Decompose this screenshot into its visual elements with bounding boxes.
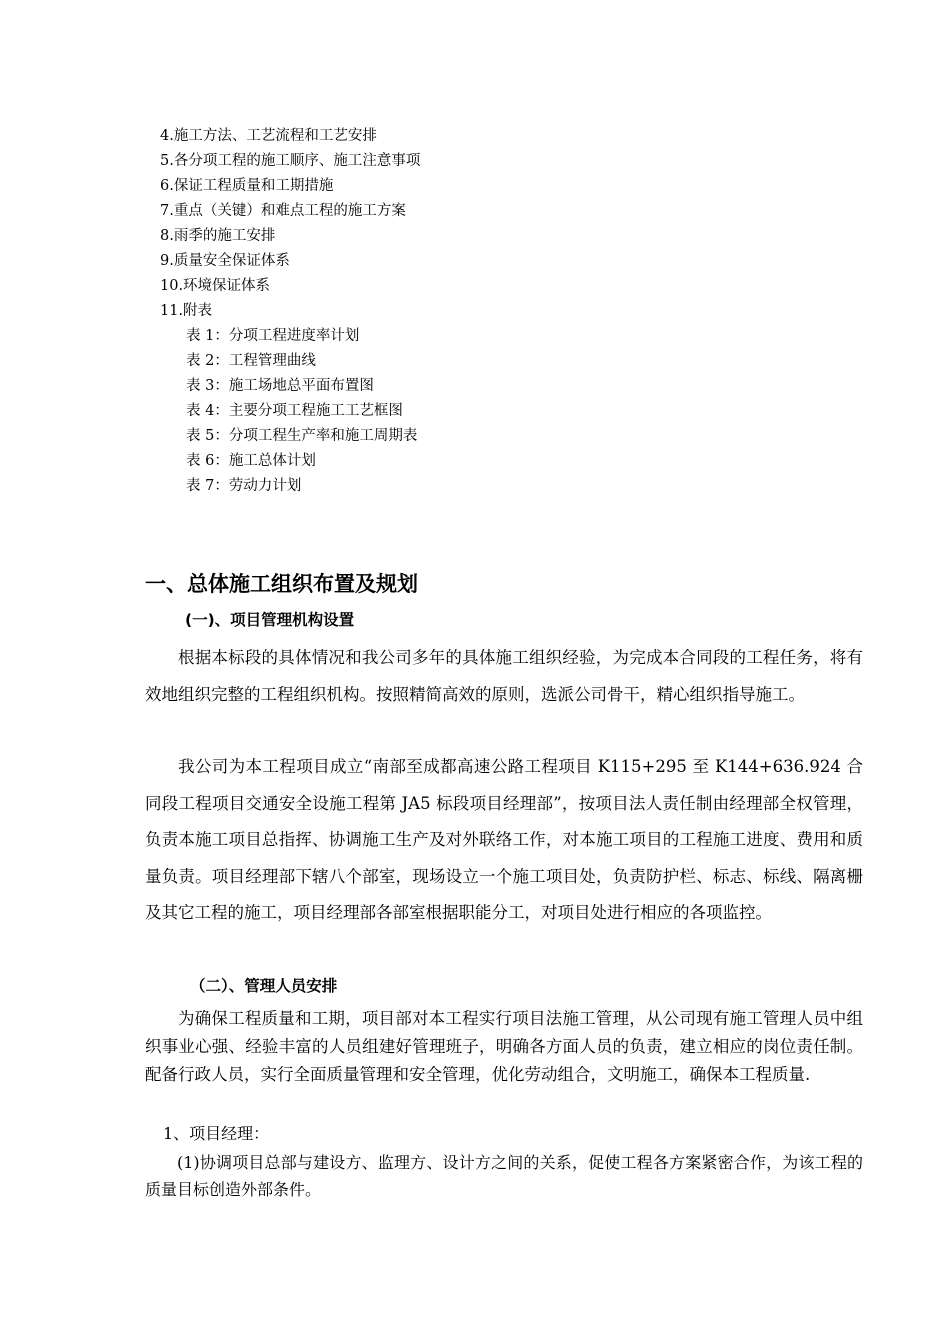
table-of-contents [160,124,760,499]
list-item: 1、项目经理： [163,1124,270,1143]
toc-subitem: 表 1：分项工程进度率计划 [186,328,360,344]
toc-item: 9.质量安全保证体系 [160,253,290,269]
toc-item: 6.保证工程质量和工期措施 [160,178,334,194]
paragraph: 根据本标段的具体情况和我公司多年的具体施工组织经验，为完成本合同段的工程任务，将有效地组织完整的工程组织机构。按照精简高效的原则，选派公司骨干，精心组织指导施工。 [145,648,863,704]
paragraph: (1)协调项目总部与建设方、监理方、设计方之间的关系，促使工程各方案紧密合作，为该工程的质量目标创造外部条件。 [145,1153,863,1199]
toc-item: 7.重点（关键）和难点工程的施工方案 [160,203,406,219]
toc-subitem: 表 2：工程管理曲线 [186,353,316,369]
paragraph: 为确保工程质量和工期，项目部对本工程实行项目法施工管理，从公司现有施工管理人员中组织事业心强、经验丰富的人员组建好管理班子，明确各方面人员的负责，建立相应的岗位责任制。配备行政人员，实行全面质量管理和安全管理，优化劳动组合，文明施工，确保本工程质量. [145,1009,863,1084]
toc-subitem: 表 6：施工总体计划 [186,453,316,469]
toc-subitem: 表 4：主要分项工程施工工艺框图 [186,403,403,419]
subsection-title: （二）、管理人员安排 [190,977,338,995]
toc-subitem: 表 5：分项工程生产率和施工周期表 [186,428,418,444]
paragraph: 我公司为本工程项目成立“南部至成都高速公路工程项目 K115+295 至 K144+636.924 合同段工程项目交通安全设施工程第 JA5 标段项目经理部”，按项目法人责任制由经理部全权管理，负责本施工项目总指挥、协调施工生产及对外联络工作，对本施工项目的工程施工进度、费用和质量负责。项目经理部下辖八个部室，现场设立一个施工项目处，负责防护栏、标志、标线、隔离栅及其它工程的施工，项目经理部各部室根据职能分工，对项目处进行相应的各项监控。 [145,757,863,922]
toc-item: 4.施工方法、工艺流程和工艺安排 [160,128,377,144]
toc-item: 10.环境保证体系 [160,278,271,294]
toc-item: 5.各分项工程的施工顺序、施工注意事项 [160,153,421,169]
subsection-title: (一)、项目管理机构设置 [185,611,355,629]
toc-subitem: 表 3：施工场地总平面布置图 [186,378,374,394]
section-title: 一、总体施工组织布置及规划 [145,572,418,596]
toc-item: 8.雨季的施工安排 [160,228,276,244]
toc-subitem: 表 7：劳动力计划 [186,478,302,494]
toc-item: 11.附表 [160,303,213,319]
